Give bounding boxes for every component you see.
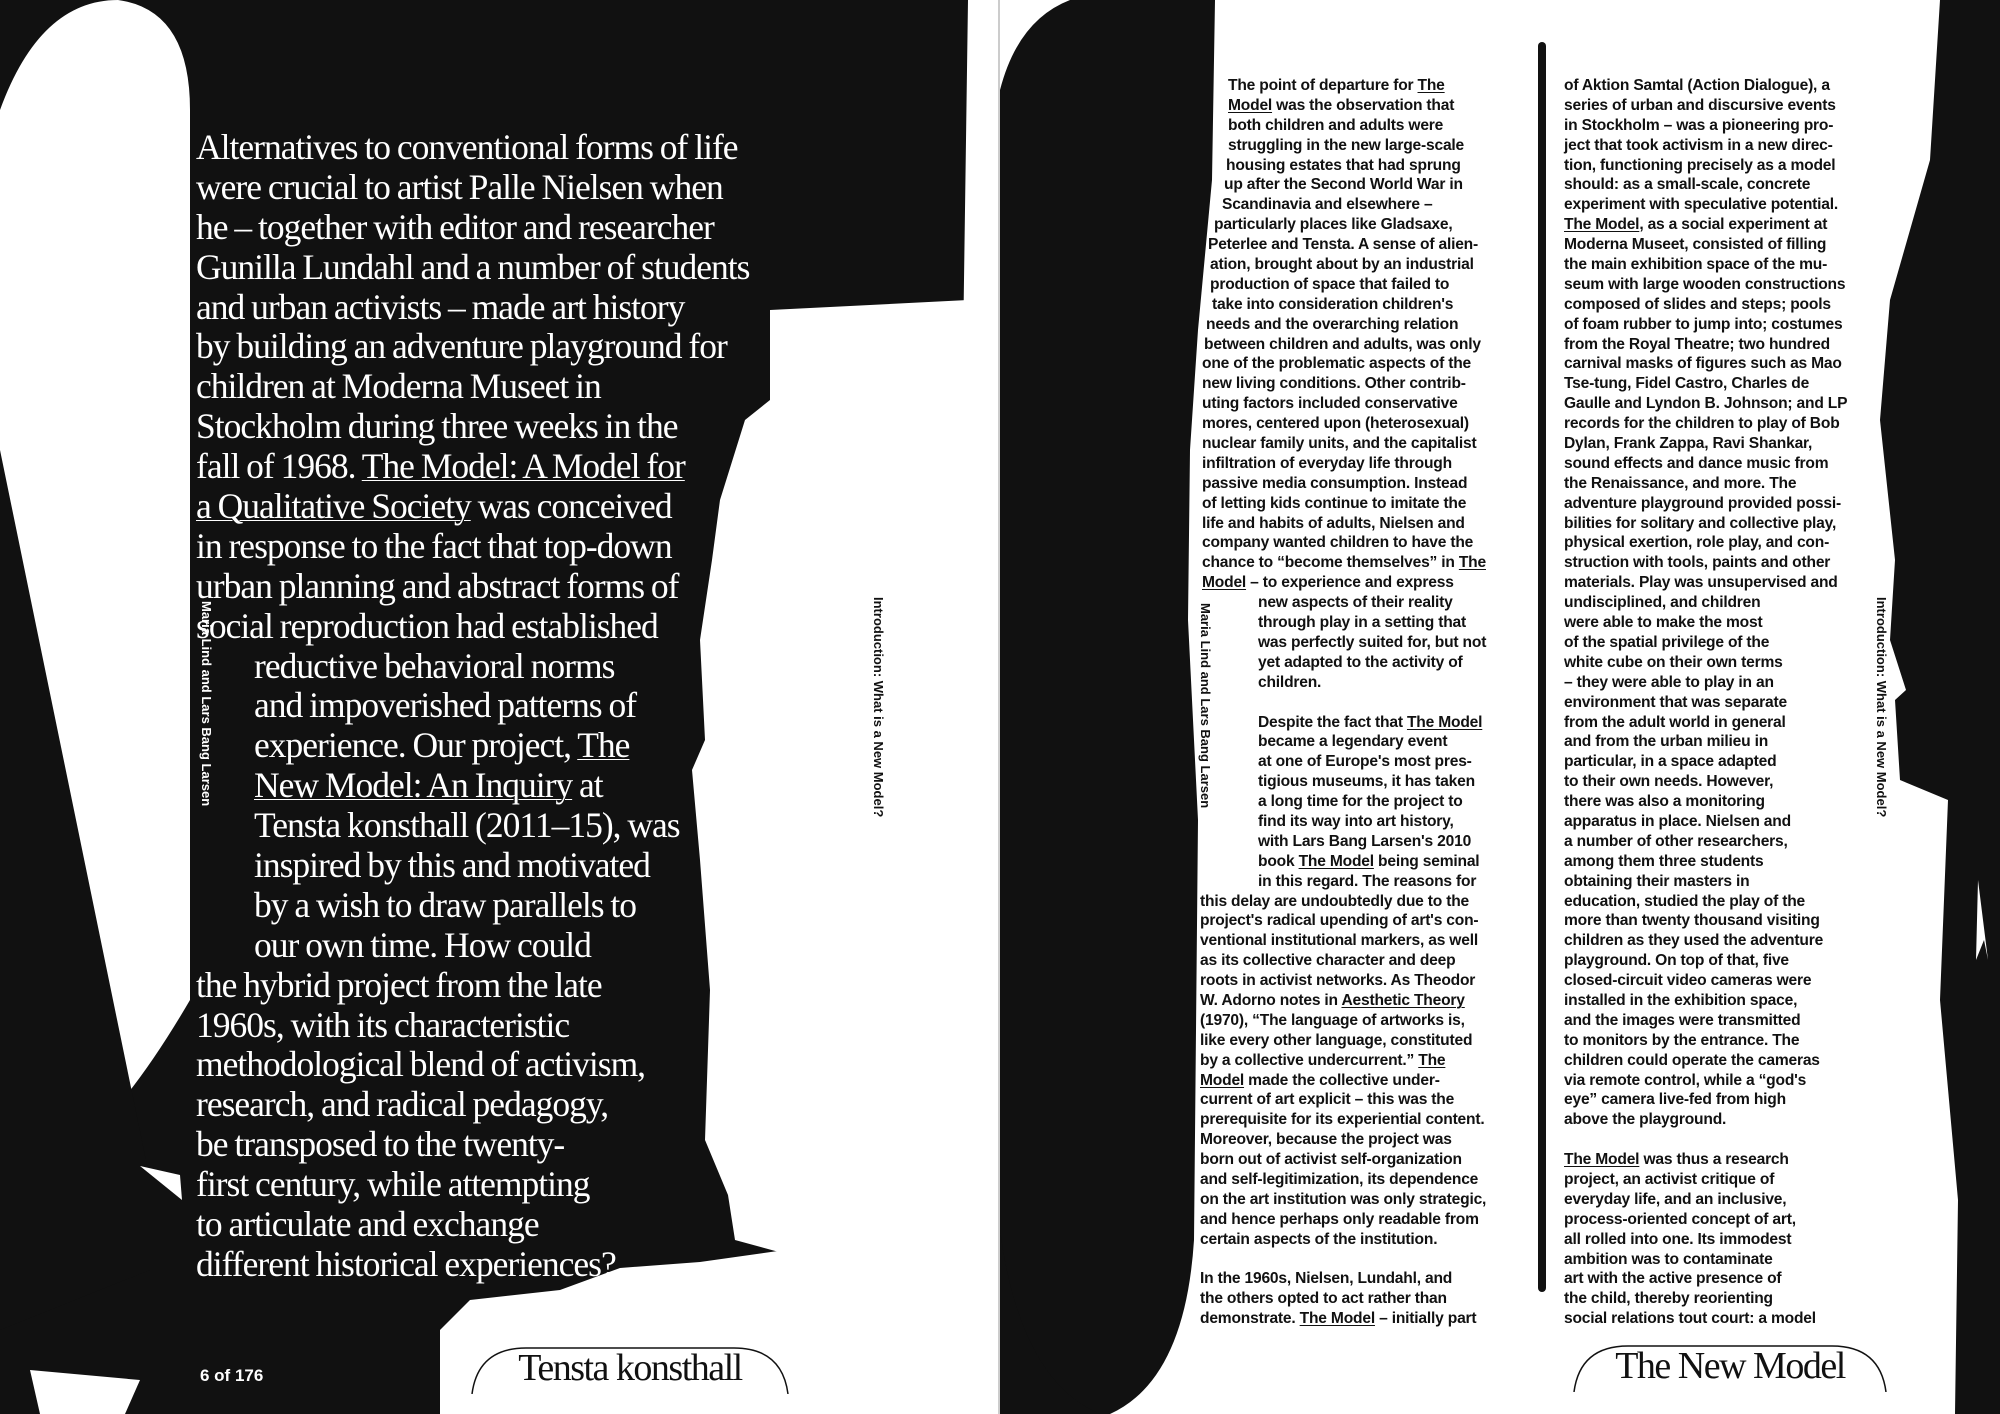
column1-line: Peterlee and Tensta. A sense of alien-	[1208, 236, 1479, 254]
column2-line: apparatus in place. Nielsen and	[1564, 812, 1791, 830]
column2-line: social relations tout court: a model	[1564, 1310, 1816, 1328]
intro-line: a Qualitative Society was conceived	[196, 486, 672, 527]
intro-line: the hybrid project from the late	[196, 964, 602, 1005]
column2-line: and from the urban milieu in	[1564, 733, 1769, 751]
publication-tab-left[interactable]	[470, 1344, 790, 1394]
title-reference: New Model: An Inquiry	[254, 765, 573, 806]
column1-line: of letting kids continue to imitate the	[1202, 494, 1467, 512]
column1-line: particularly places like Gladsaxe,	[1214, 216, 1453, 234]
column1-line: children.	[1258, 673, 1322, 691]
column1-line: The point of departure for The	[1228, 77, 1445, 94]
column1-line: like every other language, constituted	[1200, 1031, 1473, 1049]
column2-line: records for the children to play of Bob	[1564, 415, 1840, 433]
intro-line: research, and radical pedagogy,	[196, 1084, 609, 1125]
column1-line: between children and adults, was only	[1204, 335, 1481, 353]
column1-line: Despite the fact that The Model	[1258, 713, 1483, 731]
column2-line: should: as a small-scale, concrete	[1564, 176, 1811, 194]
intro-line: our own time. How could	[254, 924, 591, 965]
gutter-line	[998, 0, 1000, 1414]
column1-line: with Lars Bang Larsen's 2010	[1258, 832, 1472, 850]
column1-line: chance to “become themselves” in The	[1202, 554, 1486, 572]
column2-line: installed in the exhibition space,	[1564, 991, 1798, 1009]
column2-line: composed of slides and steps; pools	[1564, 295, 1831, 313]
intro-line: be transposed to the twenty-	[196, 1124, 565, 1165]
column2-line: obtaining their masters in	[1564, 872, 1750, 890]
column1-line: Model – to experience and express	[1202, 574, 1454, 592]
column-2	[1564, 40, 1847, 1347]
column1-line: as its collective character and deep	[1200, 952, 1456, 970]
column2-line: the main exhibition space of the mu-	[1564, 256, 1828, 274]
column2-line: tion, functioning precisely as a model	[1564, 156, 1836, 174]
title-reference: The Model	[1406, 713, 1483, 731]
column1-line: roots in activist networks. As Theodor	[1200, 972, 1476, 990]
intro-line: social reproduction had established	[196, 605, 658, 646]
column2-line: process-oriented concept of art,	[1564, 1210, 1796, 1228]
column1-line: ventional institutional markers, as well	[1200, 932, 1478, 950]
column1-line: take into consideration children's	[1212, 295, 1454, 313]
column1-line: life and habits of adults, Nielsen and	[1202, 514, 1465, 532]
column2-line: series of urban and discursive events	[1564, 96, 1836, 114]
column-1	[1200, 40, 1486, 1347]
intro-line: first century, while attempting	[196, 1164, 590, 1205]
column1-line: In the 1960s, Nielsen, Lundahl, and	[1200, 1270, 1453, 1288]
column1-line: infiltration of everyday life through	[1202, 454, 1452, 472]
column1-line: a long time for the project to	[1258, 793, 1463, 811]
column1-line: new aspects of their reality	[1258, 594, 1453, 612]
title-reference: The Model	[1564, 1151, 1640, 1169]
title-reference: The Model	[1298, 852, 1374, 870]
intro-line: were crucial to artist Palle Nielsen when	[196, 166, 723, 207]
column2-line: seum with large wooden constructions	[1564, 275, 1846, 293]
intro-line: inspired by this and motivated	[254, 845, 650, 886]
column2-line: above the playground.	[1564, 1111, 1727, 1129]
column2-line: in Stockholm – was a pioneering pro-	[1564, 116, 1834, 134]
column-divider	[1538, 42, 1546, 1292]
column1-line: Model was the observation that	[1228, 96, 1455, 114]
intro-line: by building an adventure playground for	[196, 326, 727, 367]
column1-line: nuclear family units, and the capitalist	[1202, 435, 1477, 453]
column2-line: particular, in a space adapted	[1564, 753, 1777, 771]
column1-line: uting factors included conservative	[1202, 395, 1458, 413]
title-reference: The Model	[1299, 1310, 1375, 1328]
intro-line: and urban activists – made art history	[196, 286, 685, 327]
column2-line	[1564, 1130, 1847, 1150]
intro-line: urban planning and abstract forms of	[196, 565, 679, 606]
column1-line: (1970), “The language of artworks is,	[1200, 1011, 1465, 1029]
right-page-left-band	[1000, 0, 1215, 1414]
column1-line: Scandinavia and elsewhere –	[1222, 196, 1433, 214]
column1-line: became a legendary event	[1258, 733, 1448, 751]
column1-line: at one of Europe's most pres-	[1258, 753, 1472, 771]
title-reference: Model	[1200, 1071, 1245, 1089]
title-reference: Model	[1202, 574, 1247, 592]
column1-line: demonstrate. The Model – initially part	[1200, 1310, 1477, 1328]
section-title-right: Introduction: What is a New Model?	[1874, 597, 1889, 818]
column1-line	[1200, 693, 1486, 713]
column2-line: the child, thereby reorienting	[1564, 1290, 1773, 1308]
column2-line: Moderna Museet, consisted of filling	[1564, 236, 1827, 254]
column2-line: via remote control, while a “god's	[1564, 1071, 1807, 1089]
title-reference: The	[577, 725, 630, 766]
column1-line: born out of activist self-organization	[1200, 1151, 1462, 1169]
column1-line: in this regard. The reasons for	[1258, 872, 1477, 890]
column1-line: the others opted to act rather than	[1200, 1290, 1447, 1308]
column2-line: The Model, as a social experiment at	[1564, 216, 1828, 234]
intro-line: he – together with editor and researcher	[196, 206, 714, 247]
column2-line: materials. Play was unsupervised and	[1564, 574, 1838, 592]
column1-line: and hence perhaps only readable from	[1200, 1210, 1479, 1228]
column2-line: a number of other researchers,	[1564, 832, 1788, 850]
column1-line: and self-legitimization, its dependence	[1200, 1170, 1479, 1188]
column2-line: struction with tools, paints and other	[1564, 554, 1831, 572]
column1-line: prerequisite for its experiential content.	[1200, 1111, 1485, 1129]
column2-line: sound effects and dance music from	[1564, 454, 1829, 472]
column1-line: mores, centered upon (heterosexual)	[1202, 415, 1469, 433]
column2-line: undisciplined, and children	[1564, 594, 1761, 612]
column1-line: ation, brought about by an industrial	[1210, 256, 1474, 274]
column2-line: environment that was separate	[1564, 693, 1787, 711]
column1-line: needs and the overarching relation	[1206, 315, 1459, 333]
intro-line: and impoverished patterns of	[254, 685, 637, 726]
intro-paragraph	[196, 44, 749, 1327]
column1-line: new living conditions. Other contrib-	[1202, 375, 1466, 393]
column2-line: the Renaissance, and more. The	[1564, 474, 1797, 492]
column2-line: were able to make the most	[1564, 614, 1763, 632]
intro-line: methodological blend of activism,	[196, 1044, 646, 1085]
column1-line: struggling in the new large-scale	[1228, 136, 1465, 154]
intro-line: experience. Our project, The	[254, 725, 630, 766]
column1-line: Moreover, because the project was	[1200, 1131, 1452, 1149]
column2-line: more than twenty thousand visiting	[1564, 912, 1820, 930]
column2-line: project, an activist critique of	[1564, 1170, 1775, 1188]
column2-line: adventure playground provided possi-	[1564, 494, 1841, 512]
page-number: 6 of 176	[200, 1366, 264, 1385]
column2-line: carnival masks of figures such as Mao	[1564, 355, 1842, 373]
author-credit-right: Maria Lind and Lars Bang Larsen	[1198, 603, 1213, 809]
column2-line: ambition was to contaminate	[1564, 1250, 1773, 1268]
column2-line: playground. On top of that, five	[1564, 952, 1789, 970]
intro-line: to articulate and exchange	[196, 1204, 539, 1245]
title-reference: The	[1417, 77, 1445, 94]
intro-line: New Model: An Inquiry at	[254, 765, 603, 806]
intro-line: Gunilla Lundahl and a number of students	[196, 246, 750, 287]
column2-line: bilities for solitary and collective play,	[1564, 514, 1837, 532]
column1-line: passive media consumption. Instead	[1202, 474, 1468, 492]
column2-line: from the adult world in general	[1564, 713, 1786, 731]
column1-line: W. Adorno notes in Aesthetic Theory	[1200, 991, 1465, 1009]
column2-line: children as they used the adventure	[1564, 932, 1824, 950]
title-reference: a Qualitative Society	[196, 486, 471, 527]
intro-line: by a wish to draw parallels to	[254, 884, 637, 925]
intro-line: fall of 1968. The Model: A Model for	[196, 446, 685, 487]
column2-line: physical exertion, role play, and con-	[1564, 534, 1830, 552]
column2-line: and the images were transmitted	[1564, 1011, 1801, 1029]
column2-line: The Model was thus a research	[1564, 1151, 1789, 1169]
tab-label-right: The New Model	[1615, 1345, 1845, 1387]
column2-line: Gaulle and Lyndon B. Johnson; and LP	[1564, 395, 1848, 413]
column1-line: Model made the collective under-	[1200, 1071, 1440, 1089]
intro-line: Tensta konsthall (2011–15), was	[254, 805, 680, 846]
column2-line: ject that took activism in a new direc-	[1564, 136, 1833, 154]
column1-line: current of art explicit – this was the	[1200, 1091, 1455, 1109]
title-reference: The	[1418, 1051, 1446, 1069]
column2-line: of the spatial privilege of the	[1564, 633, 1770, 651]
column1-line: certain aspects of the institution.	[1200, 1230, 1438, 1248]
column1-line: on the art institution was only strategic,	[1200, 1190, 1487, 1208]
column1-line: project's radical upending of art's con-	[1200, 912, 1479, 930]
intro-line: 1960s, with its characteristic	[196, 1004, 570, 1045]
column1-line: through play in a setting that	[1258, 614, 1466, 632]
author-credit-left: Maria Lind and Lars Bang Larsen	[199, 601, 214, 807]
column2-line: white cube on their own terms	[1564, 653, 1783, 671]
column2-line: experiment with speculative potential.	[1564, 196, 1839, 214]
column1-line: up after the Second World War in	[1224, 176, 1463, 194]
column2-line: art with the active presence of	[1564, 1270, 1782, 1288]
column1-line: housing estates that had sprung	[1226, 156, 1461, 174]
publication-tab-right[interactable]	[1572, 1342, 1888, 1392]
column2-line: everyday life, and an inclusive,	[1564, 1190, 1787, 1208]
column2-line: all rolled into one. Its immodest	[1564, 1230, 1792, 1248]
column1-line: find its way into art history,	[1258, 812, 1454, 830]
column2-line: – they were able to play in an	[1564, 673, 1774, 691]
column1-line	[1200, 1250, 1486, 1270]
column2-line: closed-circuit video cameras were	[1564, 972, 1812, 990]
section-title-left: Introduction: What is a New Model?	[871, 597, 886, 818]
column2-line: of Aktion Samtal (Action Dialogue), a	[1564, 77, 1830, 94]
title-reference: Aesthetic Theory	[1341, 991, 1465, 1009]
title-reference: The	[1458, 554, 1486, 572]
column2-line: children could operate the cameras	[1564, 1051, 1820, 1069]
column1-line: both children and adults were	[1228, 116, 1444, 134]
column2-line: Tse-tung, Fidel Castro, Charles de	[1564, 375, 1810, 393]
column2-line: from the Royal Theatre; two hundred	[1564, 335, 1830, 353]
column1-line: yet adapted to the activity of	[1258, 653, 1463, 671]
title-reference: The Model: A Model for	[361, 446, 685, 487]
title-reference: Model	[1228, 96, 1273, 114]
column2-line: to monitors by the entrance. The	[1564, 1031, 1800, 1049]
intro-line: in response to the fact that top-down	[196, 525, 672, 566]
column1-line: company wanted children to have the	[1202, 534, 1474, 552]
intro-line: children at Moderna Museet in	[196, 366, 601, 407]
column2-line: of foam rubber to jump into; costumes	[1564, 315, 1843, 333]
column1-line: by a collective undercurrent.” The	[1200, 1051, 1446, 1069]
column1-line: book The Model being seminal	[1258, 852, 1480, 870]
intro-line: different historical experiences?	[196, 1243, 616, 1284]
column1-line: tigious museums, it has taken	[1258, 773, 1475, 791]
column2-line: to their own needs. However,	[1564, 773, 1774, 791]
column1-line: this delay are undoubtedly due to the	[1200, 892, 1469, 910]
intro-line: Alternatives to conventional forms of life	[196, 127, 738, 167]
column2-line: among them three students	[1564, 852, 1764, 870]
column2-line: education, studied the play of the	[1564, 892, 1805, 910]
intro-line: Stockholm during three weeks in the	[196, 406, 678, 447]
column2-line: eye” camera live-fed from high	[1564, 1091, 1786, 1109]
column1-line: one of the problematic aspects of the	[1202, 355, 1472, 373]
intro-line: reductive behavioral norms	[254, 645, 615, 686]
column2-line: Dylan, Frank Zappa, Ravi Shankar,	[1564, 435, 1813, 453]
column1-line: was perfectly suited for, but not	[1258, 633, 1487, 651]
tab-label-left: Tensta konsthall	[518, 1347, 742, 1389]
column1-line: production of space that failed to	[1210, 275, 1450, 293]
column2-line: there was also a monitoring	[1564, 793, 1765, 811]
title-reference: The Model	[1564, 216, 1640, 234]
